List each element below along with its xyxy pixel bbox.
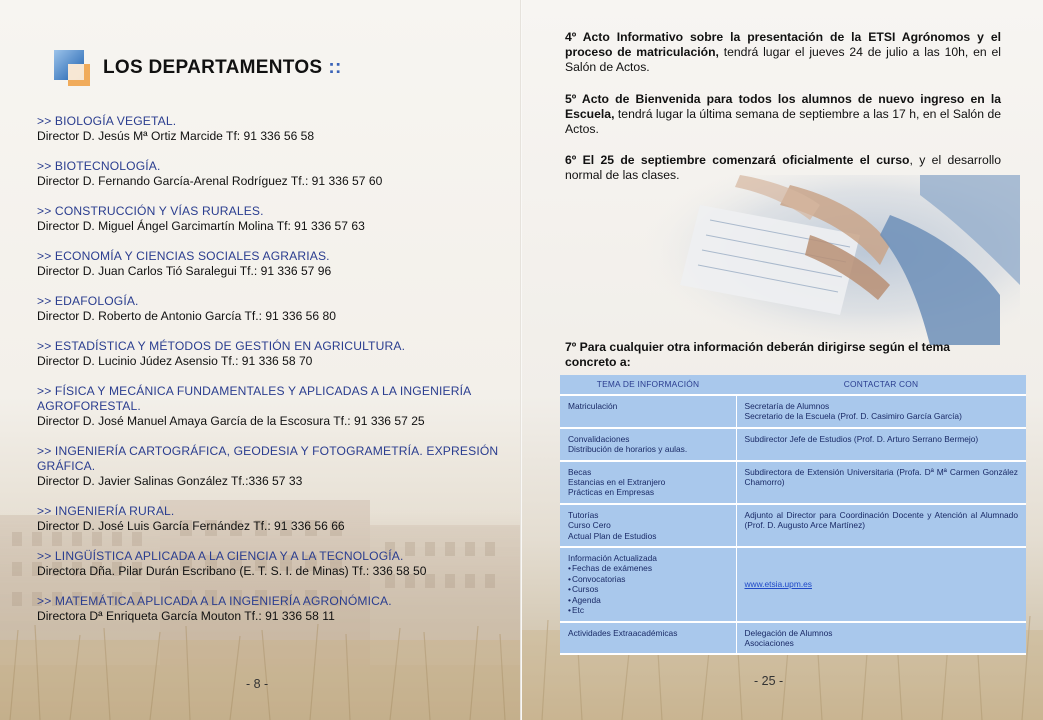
topic-line: Prácticas en Empresas — [568, 487, 655, 498]
paragraph-6-bold: 6º El 25 de septiembre comenzará oficialmente el curso — [565, 153, 910, 168]
paragraph-6 — [565, 153, 1001, 183]
department-director: Director D. Miguel Ángel Garcimartín Molina Tf: 91 336 57 63 — [37, 219, 365, 233]
department-director: Director D. Lucinio Júdez Asensio Tf.: 91 336 58 70 — [37, 354, 313, 368]
paragraph-5-text: tendrá lugar la última semana de septiembre a las 17 h, en el Salón de Actos. — [565, 106, 1001, 137]
page-number-right: - 25 - — [754, 674, 784, 688]
department-name: >> CONSTRUCCIÓN Y VÍAS RURALES. — [37, 204, 264, 218]
topic-bullet: • Cursos — [568, 584, 728, 594]
header-contact: CONTACTAR CON — [736, 375, 1026, 395]
contact-line: Secretaría de Alumnos — [744, 401, 830, 411]
department-name: >> BIOLOGÍA VEGETAL. — [37, 114, 177, 128]
department-name: >> FÍSICA Y MECÁNICA FUNDAMENTALES Y APLICADAS A LA INGENIERÍA AGROFORESTAL. — [37, 384, 471, 413]
contact-line: Asociaciones — [744, 637, 794, 648]
topic-cell — [560, 547, 736, 621]
department-director: Director D. Javier Salinas González Tf.:336 57 33 — [37, 474, 303, 488]
topic-cell — [560, 395, 736, 428]
topic-bullet: • Fechas de exámenes — [568, 563, 728, 573]
department-entry — [37, 249, 507, 279]
department-name: >> LINGÜÍSTICA APLICADA A LA CIENCIA Y A LA TECNOLOGÍA. — [37, 549, 404, 563]
contact-cell — [736, 428, 1026, 461]
topic-line: Información Actualizada — [568, 553, 657, 564]
department-name: >> BIOTECNOLOGÍA. — [37, 159, 161, 173]
department-entry — [37, 594, 507, 624]
topic-bullet: • Etc — [568, 605, 728, 615]
contact-intro: 7º Para cualquier otra información deberán dirigirse según el tema concreto a: — [565, 340, 951, 370]
topic-line: Tutorías — [568, 509, 599, 520]
contact-cell — [736, 547, 1026, 621]
paragraph-6-text: , y el desarrollo normal de las clases. — [565, 153, 1002, 183]
table-row — [560, 428, 1026, 461]
info-paragraphs — [565, 30, 1001, 200]
topic-bullet: • Convocatorias — [568, 574, 728, 584]
contact-cell — [736, 622, 1026, 655]
department-name: >> EDAFOLOGÍA. — [37, 294, 139, 308]
left-page — [0, 0, 521, 720]
topic-bullet: • Agenda — [568, 595, 728, 605]
department-director: Director D. Juan Carlos Tió Saralegui Tf.: 91 336 57 96 — [37, 264, 332, 278]
blue-square-logo-icon — [54, 50, 90, 86]
department-entry — [37, 384, 507, 429]
table-header-row — [560, 375, 1026, 395]
contact-line: Subdirectora de Extensión Universitaria (Profa. Dª Mª Carmen González Chamorro) — [744, 466, 1018, 488]
topic-line: Convalidaciones — [568, 433, 630, 444]
topic-cell — [560, 622, 736, 655]
table-row — [560, 395, 1026, 428]
table-row — [560, 547, 1026, 621]
paragraph-5-bold: 5º Acto de Bienvenida para todos los alumnos de nuevo ingreso en la Escuela, — [565, 91, 1001, 121]
topic-cell — [560, 428, 736, 461]
paragraph-4-bold: 4º Acto Informativo sobre la presentación de la ETSI Agrónomos y el proceso de matriculación, — [565, 30, 1001, 60]
topic-line: Actividades Extraacadémicas — [568, 627, 678, 638]
department-list — [37, 114, 507, 639]
paragraph-4 — [565, 30, 1001, 76]
topic-line: Becas — [568, 466, 592, 477]
department-name: >> MATEMÁTICA APLICADA A LA INGENIERÍA AGRONÓMICA. — [37, 594, 392, 608]
department-director: Director D. Jesús Mª Ortiz Marcide Tf: 91 336 56 58 — [37, 129, 315, 143]
department-entry — [37, 114, 507, 144]
department-entry — [37, 294, 507, 324]
department-director: Directora Dª Enriqueta García Mouton Tf.: 91 336 58 11 — [37, 609, 335, 623]
contact-table — [560, 375, 1026, 655]
page-title — [103, 57, 342, 79]
department-entry — [37, 339, 507, 369]
department-name: >> ECONOMÍA Y CIENCIAS SOCIALES AGRARIAS. — [37, 249, 330, 263]
topic-cell — [560, 504, 736, 547]
department-director: Directora Dña. Pilar Durán Escribano (E. T. S. I. de Minas) Tf.: 336 58 50 — [37, 564, 427, 578]
department-entry — [37, 549, 507, 579]
paragraph-4-text: tendrá lugar el jueves 24 de julio a las 10h, en el Salón de Actos. — [565, 45, 1001, 75]
page-number-left: - 8 - — [246, 677, 269, 691]
department-director: Director D. José Luis García Fernández Tf.: 91 336 56 66 — [37, 519, 345, 533]
website-link[interactable]: www.etsia.upm.es — [744, 579, 812, 590]
page-title-text: LOS DEPARTAMENTOS — [103, 57, 323, 78]
header-topic: TEMA DE INFORMACIÓN — [560, 375, 736, 395]
topic-line: Matriculación — [568, 401, 618, 411]
topic-line: Distribución de horarios y aulas. — [568, 444, 688, 455]
department-name: >> INGENIERÍA CARTOGRÁFICA, GEODESIA Y FOTOGRAMETRÍA. EXPRESIÓN GRÁFICA. — [37, 444, 499, 473]
department-entry — [37, 444, 507, 489]
topic-line: Curso Cero — [568, 520, 611, 531]
department-director: Director D. Fernando García-Arenal Rodríguez Tf.: 91 336 57 60 — [37, 174, 383, 188]
department-entry — [37, 504, 507, 534]
students-hands-photo — [640, 175, 1020, 345]
table-row — [560, 622, 1026, 655]
contact-cell — [736, 395, 1026, 428]
contact-cell — [736, 504, 1026, 547]
contact-line: Subdirector Jefe de Estudios (Prof. D. Arturo Serrano Bermejo) — [744, 433, 979, 444]
department-name: >> INGENIERÍA RURAL. — [37, 504, 175, 518]
department-entry — [37, 204, 507, 234]
contact-cell — [736, 461, 1026, 504]
department-director: Director D. José Manuel Amaya García de la Escosura Tf.: 91 336 57 25 — [37, 414, 425, 428]
department-name: >> ESTADÍSTICA Y MÉTODOS DE GESTIÓN EN AGRICULTURA. — [37, 339, 406, 353]
contact-line: Delegación de Alumnos — [744, 627, 833, 638]
contact-line: Secretario de la Escuela (Prof. D. Casimiro García García) — [744, 411, 962, 422]
department-director: Director D. Roberto de Antonio García Tf.: 91 336 56 80 — [37, 309, 336, 323]
topic-line: Estancias en el Extranjero — [568, 477, 666, 488]
paragraph-5 — [565, 92, 1001, 138]
table-row — [560, 461, 1026, 504]
title-separator: :: — [328, 57, 342, 78]
department-entry — [37, 159, 507, 189]
table-row — [560, 504, 1026, 547]
topic-line: Actual Plan de Estudios — [568, 530, 657, 541]
contact-line: Adjunto al Director para Coordinación Docente y Atención al Alumnado (Prof. D. Augusto Arce Martínez) — [744, 509, 1018, 531]
topic-cell — [560, 461, 736, 504]
